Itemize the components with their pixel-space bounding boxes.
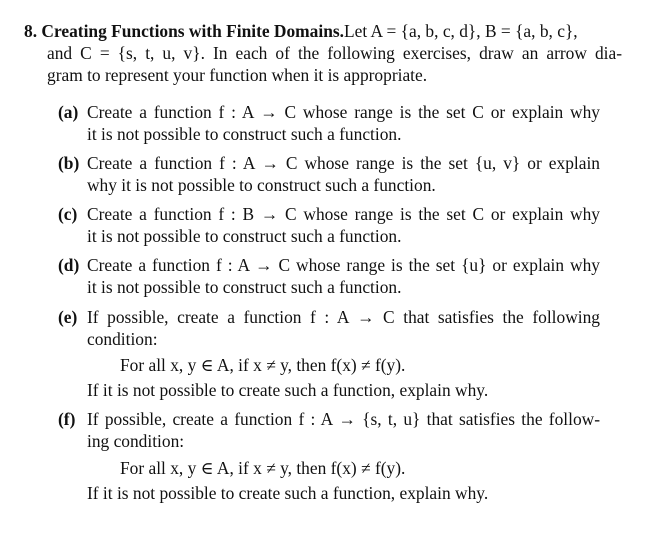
part-a-line1: Create a function f : A → C whose range is the set C or explain why	[87, 102, 600, 122]
part-e-condition: For all x, y ∈ A, if x ≠ y, then f(x) ≠ f(y).	[120, 355, 406, 375]
part-a-label: (a)	[58, 102, 79, 122]
part-e-label: (e)	[58, 307, 78, 327]
part-b-line1: Create a function f : A → C whose range is the set {u, v} or explain	[87, 153, 600, 173]
part-d-label: (d)	[58, 255, 80, 275]
part-c-label: (c)	[58, 204, 78, 224]
problem-intro-line1: Let A = {a, b, c, d}, B = {a, b, c},	[344, 21, 578, 41]
part-e-line1: If possible, create a function f : A → C that satisfies the following	[87, 307, 600, 327]
part-e-after: If it is not possible to create such a function, explain why.	[87, 380, 489, 400]
problem-title: Creating Functions with Finite Domains.	[41, 21, 344, 41]
part-d-line1: Create a function f : A → C whose range is the set {u} or explain why	[87, 255, 600, 275]
part-c-line1: Create a function f : B → C whose range is the set C or explain why	[87, 204, 600, 224]
part-b-line2: why it is not possible to construct such a function.	[87, 175, 436, 195]
part-f-label: (f)	[58, 409, 76, 429]
part-e-line2: condition:	[87, 329, 158, 349]
part-c-line2: it is not possible to construct such a function.	[87, 226, 402, 246]
part-d-line2: it is not possible to construct such a function.	[87, 277, 402, 297]
problem-number: 8.	[24, 21, 38, 41]
part-a-line2: it is not possible to construct such a function.	[87, 124, 402, 144]
part-f-line1: If possible, create a function f : A → {s, t, u} that satisfies the follow-	[87, 409, 600, 429]
problem-header-line	[24, 20, 622, 42]
part-f-line2: ing condition:	[87, 431, 185, 451]
part-b-label: (b)	[58, 153, 80, 173]
part-f-condition: For all x, y ∈ A, if x ≠ y, then f(x) ≠ f(y).	[120, 458, 406, 478]
part-f-after: If it is not possible to create such a function, explain why.	[87, 483, 489, 503]
problem-intro-line3: gram to represent your function when it is appropriate.	[47, 65, 428, 85]
problem-intro-line2: and C = {s, t, u, v}. In each of the following exercises, draw an arrow dia-	[47, 43, 622, 63]
